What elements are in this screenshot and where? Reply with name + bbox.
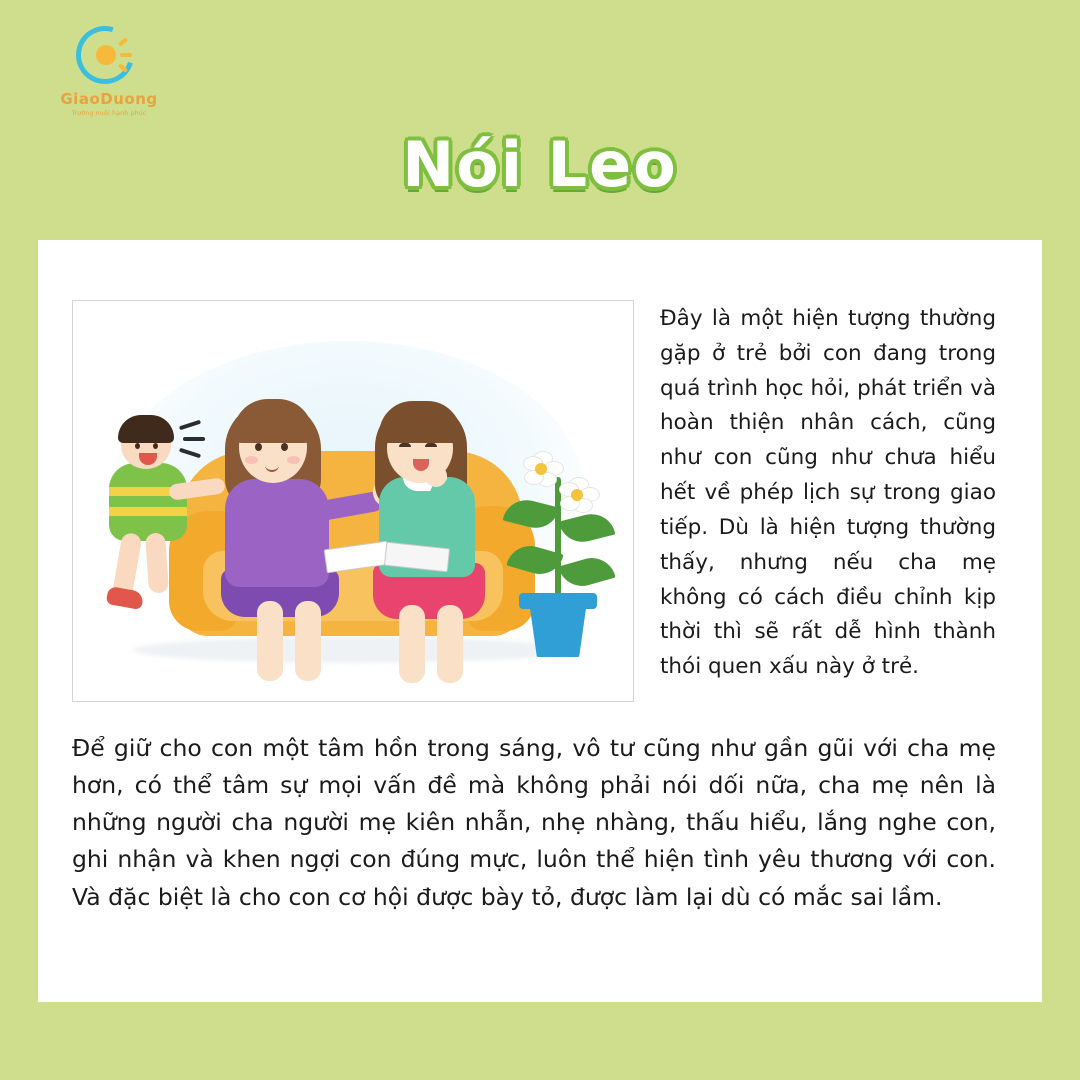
brand-tagline: Trường nuôi hạnh phúc — [71, 110, 147, 117]
plant-leaf-4 — [558, 552, 615, 591]
mother-eye-left — [255, 443, 262, 451]
boy-leg-right — [145, 532, 169, 593]
mother-leg-right — [295, 601, 321, 681]
logo-ray-1 — [120, 53, 132, 57]
mother-cheek-left — [245, 456, 258, 464]
girl-eye-left — [399, 443, 411, 447]
family-on-sofa-illustration — [72, 300, 634, 702]
plant-flower-2 — [559, 477, 597, 515]
boy-eye-left — [135, 443, 140, 449]
girl-hand — [425, 465, 447, 487]
bottom-paragraph: Để giữ cho con một tâm hồn trong sáng, vô tư cũng như gần gũi với cha mẹ hơn, có thể tâm sự mọi vấn đề mà không phải nói dối nữa, cha mẹ nên là những người cha người mẹ kiên nhẫn, nhẹ nhàng, thấu hiểu, lắng nghe con, ghi nhận và khen ngợi con đúng mực, luôn thể hiện tình yêu thương với con. Và đặc biệt là cho con cơ hội được bày tỏ, được làm lại dù có mắc sai lầm. — [72, 734, 996, 911]
side-paragraph: Đây là một hiện tượng thường gặp ở trẻ bởi con đang trong quá trình học hỏi, phát triển và hoàn thiện nhân cách, cũng như con cũng như chưa hiểu hết về phép lịch sự trong giao tiếp. Dù là hiện tượng thường thấy, nhưng nếu cha mẹ không có cách điều chỉnh kịp thời thì sẽ rất dễ hình thành thói quen xấu này ở trẻ. — [660, 306, 996, 680]
boy-body — [109, 463, 187, 541]
boy-eye-right — [153, 443, 158, 449]
logo-sun-shape — [96, 45, 116, 65]
boy-shirt-stripe-2 — [109, 507, 187, 516]
flower-center — [571, 489, 583, 501]
mother-cheek-right — [287, 456, 300, 464]
girl-leg-left — [399, 605, 425, 683]
brand-logo — [44, 26, 174, 118]
floor-shadow — [133, 637, 573, 663]
mother-eye-right — [281, 443, 288, 451]
brand-name: GiaoDuong — [60, 90, 158, 108]
card-top-row — [38, 240, 1042, 702]
girl-leg-right — [437, 605, 463, 683]
content-card — [38, 240, 1042, 1002]
girl-eye-right — [425, 443, 437, 447]
boy-shoe — [106, 586, 145, 610]
flower-center — [535, 463, 547, 475]
plant-flower-1 — [523, 451, 561, 489]
mother-leg-left — [257, 601, 283, 681]
sun-ring-icon — [76, 26, 142, 92]
shout-line-2 — [183, 437, 205, 441]
mother-body — [225, 479, 329, 587]
page-title: Nói Leo — [402, 128, 678, 201]
